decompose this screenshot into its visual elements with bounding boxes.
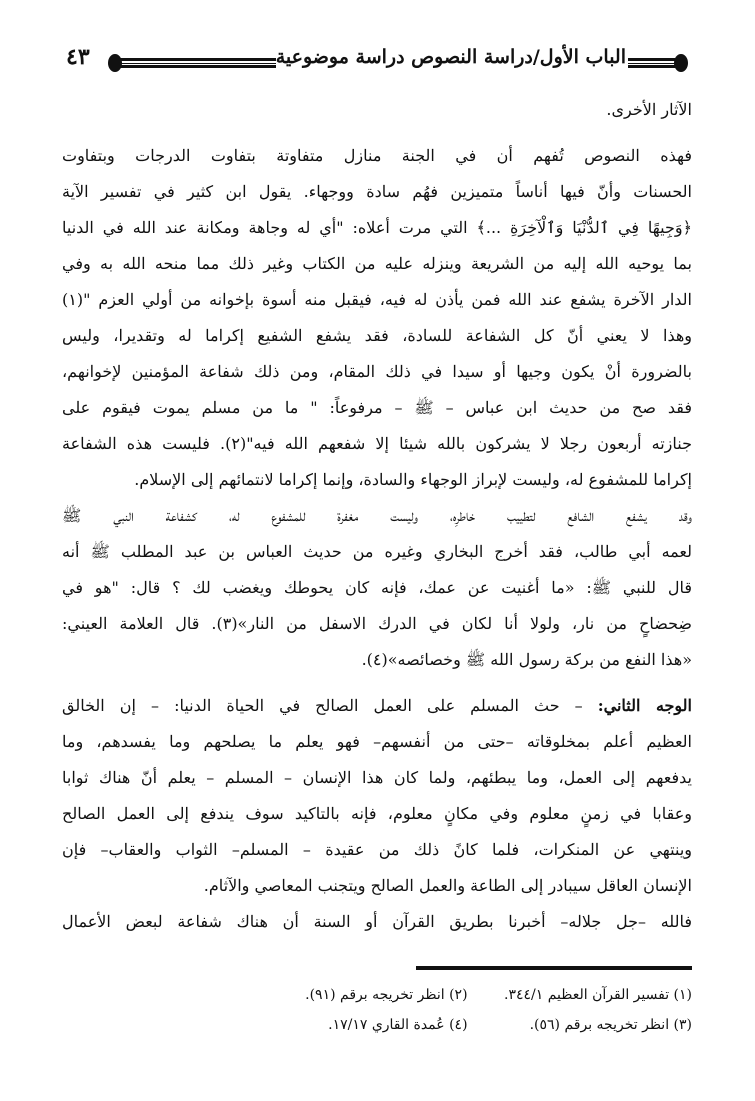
body-line: لعمه أبي طالب، فقد أخرج البخاري وغيره من حديث العباس بن عبد المطلب ﷺ أنه [62,542,692,561]
footnotes [240,980,692,1040]
body-line: الآثار الأخرى. [606,100,692,119]
footnote: (٢) انظر تخريجه برقم (٩١). [305,987,468,1003]
footnote: (٤) عُمدة القاري ١٧/١٧. [328,1017,468,1033]
body-line: وينتهي عن المنكرات، فلما كانً ذلك من عقيدة – المسلم– الثواب والعقاب– فإن [62,840,692,859]
body-text-segment: – حث المسلم على العمل الصالح في الحياة الدنيا: – إن الخالق [62,696,598,715]
section-label: الوجه الثاني: [597,696,692,715]
body-line: «هذا النفع من بركة رسول الله ﷺ وخصائصه»(٤). [361,650,692,669]
body-line: بالضرورة أنْ يكون وجيها أو سيدا في ذلك المقام، ومن ذلك شفاعة المؤمنين لإخوانهم، [62,362,692,381]
running-title: الباب الأول/دراسة النصوص دراسة موضوعية [275,46,626,68]
footnote: (١) تفسير القرآن العظيم ٣٤٤/١. [504,987,692,1003]
header-ornament-right [674,54,688,72]
body-line: إكراما للمشفوع له، وليست لإبراز الوجهاء والسادة، وإنما إكراما لانتمائهم إلى الإسلام. [134,470,692,489]
body-line: ﴿وَجِيهًا فِي ٱلدُّنْيَا وَٱلْآخِرَةِ ...﴾ التي مرت أعلاه: "أي له وجاهة ومكانة عند الله في الدنيا [62,218,692,237]
body-line: بما يوحيه الله إليه من الشريعة وينزله عليه من الكتاب وغير ذلك مما منحه الله به وفي [62,254,692,273]
page-header [58,40,690,80]
body-line: فهذه النصوص تُفهم أن في الجنة منازل متفاوتة بتفاوت الدرجات وبتفاوت [62,146,692,165]
body-line: العظيم أعلم بمخلوقاته –حتى من أنفسهم– فهو يعلم ما يصلحهم وما يفسدهم، وما [62,732,692,751]
footnote-row [240,1010,692,1040]
body-line: الدار الآخرة يشفع عند الله فمن يأذن له فيه، فيقبل منه أسوة بإخوانه من أولي العزم "(١) [62,290,692,309]
body-line: فالله –جل جلاله– أخبرنا بطريق القرآن أو السنة أن هناك شفاعة لبعض الأعمال [62,912,692,931]
body-line: ضِحضاحٍ من نار، ولولا أنا لكان في الدرك الاسفل من النار»(٣). قال العلامة العيني: [62,614,692,633]
footnote-separator [416,966,692,970]
footnote: (٣) انظر تخريجه برقم (٥٦). [529,1017,692,1033]
body-line: الحسنات وأنّ فيها أناساً متميزين فهُم سادة ووجهاء. يقول ابن كثير في تفسير الآية [62,182,692,201]
body-line [62,688,692,724]
body-line: الإنسان العاقل سيبادر إلى الطاعة والعمل الصالح ويتجنب المعاصي والآثام. [203,876,692,895]
body-line: جنازته أربعون رجلا لا يشركون بالله شيئا إلا شفعهم الله فيه"(٢). فليست هذه الشفاعة [62,434,692,453]
body-line: يدفعهم إلى العمل، وما يبطئهم، ولما كان هذا الإنسان – المسلم – يعلم أنّ هناك ثوابا [62,768,692,787]
page-number: ٤٣ [66,44,90,70]
body-line: وقد يشفع الشافع لتطييب خاطرِه، وليست مغفرة للمشفوع له، كشفاعة النبي ﷺ [62,506,692,525]
header-rule-left [116,58,276,68]
footnote-row [240,980,692,1010]
body-line: فقد صح من حديث ابن عباس – ﷺ – مرفوعاً: " ما من مسلم يموت فيقوم على [62,398,692,417]
body-line: قال للنبي ﷺ: «ما أغنيت عن عمك، فإنه كان يحوطك ويغضب لك ؟ قال: "هو في [62,578,692,597]
header-rule-right [628,58,678,68]
body-line: وعقابا في زمنٍ معلوم وفي مكانٍ معلوم، فإنه بالتاكيد سوف يندفع إلى العمل الصالح [62,804,692,823]
body-line: وهذا لا يعني أنّ كل الشفاعة للسادة، فقد يشفع الشفيع إكراما له وتقديرا، وليس [62,326,692,345]
body-text [62,92,692,940]
